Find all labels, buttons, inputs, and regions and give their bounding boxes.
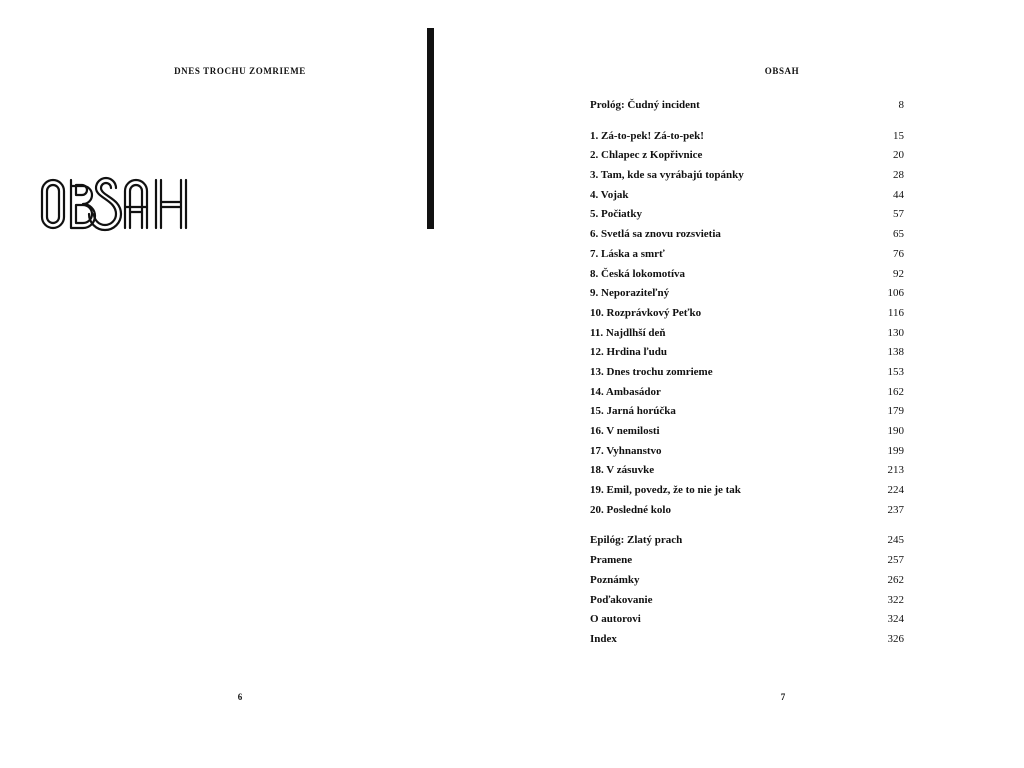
toc-entry-page: 28 bbox=[893, 169, 904, 182]
toc-entry-title: 3. Tam, kde sa vyrábajú topánky bbox=[590, 169, 744, 182]
toc-entry-title: Prológ: Čudný incident bbox=[590, 99, 700, 111]
toc-entry-page: 213 bbox=[887, 464, 904, 477]
toc-entry bbox=[590, 464, 904, 484]
toc-entry-title: 1. Zá-to-pek! Zá-to-pek! bbox=[590, 129, 704, 142]
toc-entry bbox=[590, 287, 904, 307]
folio-left: 6 bbox=[237, 692, 243, 702]
toc-entry-title: 9. Neporaziteľný bbox=[590, 287, 670, 300]
toc-entry bbox=[590, 554, 904, 574]
toc-spacer bbox=[590, 523, 904, 534]
toc-entry-page: 257 bbox=[887, 554, 904, 567]
toc-entry-page: 322 bbox=[887, 593, 904, 606]
toc-entry-title: 18. V zásuvke bbox=[590, 464, 655, 477]
toc-entry bbox=[590, 346, 904, 366]
toc-entry bbox=[590, 633, 904, 653]
toc-entry bbox=[590, 327, 904, 347]
toc-entry-page: 138 bbox=[887, 346, 904, 359]
toc-entry bbox=[590, 594, 904, 614]
toc-entry-page: 162 bbox=[887, 385, 904, 398]
toc-entry bbox=[590, 366, 904, 386]
toc-entry-title: 16. V nemilosti bbox=[590, 425, 660, 437]
toc-entry bbox=[590, 504, 904, 524]
toc-entry-title: Poďakovanie bbox=[590, 593, 653, 606]
right-page bbox=[512, 0, 1024, 768]
toc-entry-title: Epilóg: Zlatý prach bbox=[590, 534, 683, 547]
toc-entry bbox=[590, 425, 904, 445]
toc-entry bbox=[590, 534, 904, 554]
toc-entry-page: 262 bbox=[887, 573, 904, 586]
toc-entry-title: 12. Hrdina ľudu bbox=[590, 346, 667, 359]
toc-entry-title: 7. Láska a smrť bbox=[590, 247, 665, 260]
toc-entry-page: 20 bbox=[893, 149, 904, 162]
running-head-right: OBSAH bbox=[764, 66, 800, 76]
toc-entry-title: 5. Počiatky bbox=[590, 208, 642, 221]
toc-entry-title: 19. Emil, povedz, že to nie je tak bbox=[590, 484, 741, 497]
display-title-lettering bbox=[40, 174, 210, 234]
toc-entry-page: 92 bbox=[893, 267, 904, 280]
toc-entry-page: 199 bbox=[887, 444, 904, 457]
toc-entry-page: 76 bbox=[893, 247, 904, 260]
toc-entry bbox=[590, 189, 904, 209]
toc-entry-page: 116 bbox=[887, 306, 904, 319]
toc-entry-title: 4. Vojak bbox=[590, 188, 629, 201]
toc-entry-title: 10. Rozprávkový Peťko bbox=[590, 306, 702, 319]
toc-entry bbox=[590, 574, 904, 594]
toc-entry-page: 57 bbox=[893, 208, 904, 221]
toc-entry-title: 14. Ambasádor bbox=[590, 385, 661, 398]
toc-entry-title: Poznámky bbox=[590, 573, 640, 586]
toc-entry-page: 65 bbox=[893, 228, 904, 241]
toc-entry-title: 13. Dnes trochu zomrieme bbox=[590, 365, 713, 378]
toc-entry-title: 15. Jarná horúčka bbox=[590, 405, 676, 418]
toc-entry bbox=[590, 99, 904, 119]
toc-entry-title: 6. Svetlá sa znovu rozsvietia bbox=[590, 228, 721, 241]
toc-entry-page: 324 bbox=[887, 613, 904, 626]
toc-entry-page: 326 bbox=[887, 632, 904, 645]
display-title-obsah bbox=[40, 174, 210, 234]
toc-entry bbox=[590, 307, 904, 327]
toc-entry-title: Pramene bbox=[590, 554, 633, 567]
toc-entry-page: 245 bbox=[887, 534, 904, 547]
toc-entry-title: 11. Najdlhší deň bbox=[590, 326, 666, 339]
toc-entry bbox=[590, 169, 904, 189]
toc-entry bbox=[590, 268, 904, 288]
toc-entry bbox=[590, 613, 904, 633]
toc-entry bbox=[590, 386, 904, 406]
toc-entry-title: Index bbox=[590, 632, 617, 645]
toc-entry bbox=[590, 149, 904, 169]
toc-entry bbox=[590, 228, 904, 248]
toc-entry-title: 17. Vyhnanstvo bbox=[590, 444, 662, 457]
toc-entry bbox=[590, 248, 904, 268]
toc-entry-page: 179 bbox=[887, 405, 904, 418]
toc-entry-page: 190 bbox=[887, 425, 904, 437]
toc-entry-page: 130 bbox=[887, 326, 904, 339]
toc-entry bbox=[590, 484, 904, 504]
toc-entry-page: 15 bbox=[893, 129, 904, 142]
table-of-contents bbox=[590, 99, 904, 653]
toc-entry-page: 224 bbox=[887, 484, 904, 497]
toc-entry-title: 2. Chlapec z Kopřivnice bbox=[590, 149, 703, 162]
toc-entry-title: 20. Posledné kolo bbox=[590, 503, 671, 516]
toc-entry-page: 106 bbox=[887, 287, 904, 300]
toc-entry-page: 237 bbox=[887, 503, 904, 516]
running-head-left: DNES TROCHU ZOMRIEME bbox=[174, 66, 306, 76]
toc-entry bbox=[590, 445, 904, 465]
toc-spacer bbox=[590, 119, 904, 130]
toc-entry-title: O autorovi bbox=[590, 613, 641, 626]
toc-entry bbox=[590, 405, 904, 425]
toc-entry-page: 8 bbox=[898, 99, 904, 111]
toc-entry bbox=[590, 208, 904, 228]
toc-entry-page: 44 bbox=[893, 188, 904, 201]
toc-entry bbox=[590, 130, 904, 150]
toc-entry-title: 8. Česká lokomotíva bbox=[590, 267, 686, 280]
decorative-vertical-bar bbox=[427, 28, 434, 229]
folio-right: 7 bbox=[780, 692, 786, 702]
toc-entry-page: 153 bbox=[887, 365, 904, 378]
